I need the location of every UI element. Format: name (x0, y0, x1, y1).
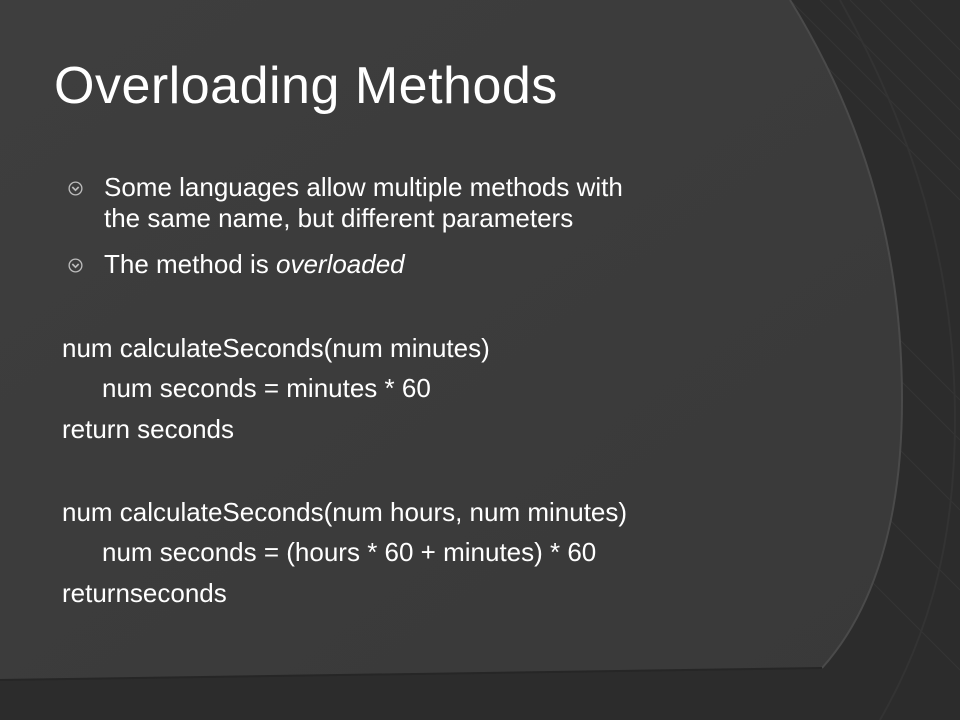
bullet-item (68, 249, 808, 280)
bullet-item (68, 172, 808, 234)
bullet-text-line: Some languages allow multiple methods with (104, 172, 623, 202)
code-line: num seconds = minutes * 60 (102, 373, 431, 403)
code-line: num seconds = (hours * 60 + minutes) * 60 (102, 537, 597, 567)
bullet-text: The method is (104, 249, 276, 279)
bullet-emphasis: overloaded (275, 249, 405, 279)
circled-chevron-icon (68, 181, 83, 196)
slide-title: Overloading Methods (54, 57, 558, 115)
bullet-list (68, 172, 808, 295)
code-line: num calculateSeconds(num hours, num minutes) (62, 497, 628, 527)
code-line: return seconds (62, 414, 234, 444)
bullet-text-line: the same name, but different parameters (104, 203, 574, 233)
code-line: num calculateSeconds(num minutes) (62, 333, 490, 363)
code-line: returnseconds (62, 578, 227, 608)
circled-chevron-icon (68, 258, 83, 273)
